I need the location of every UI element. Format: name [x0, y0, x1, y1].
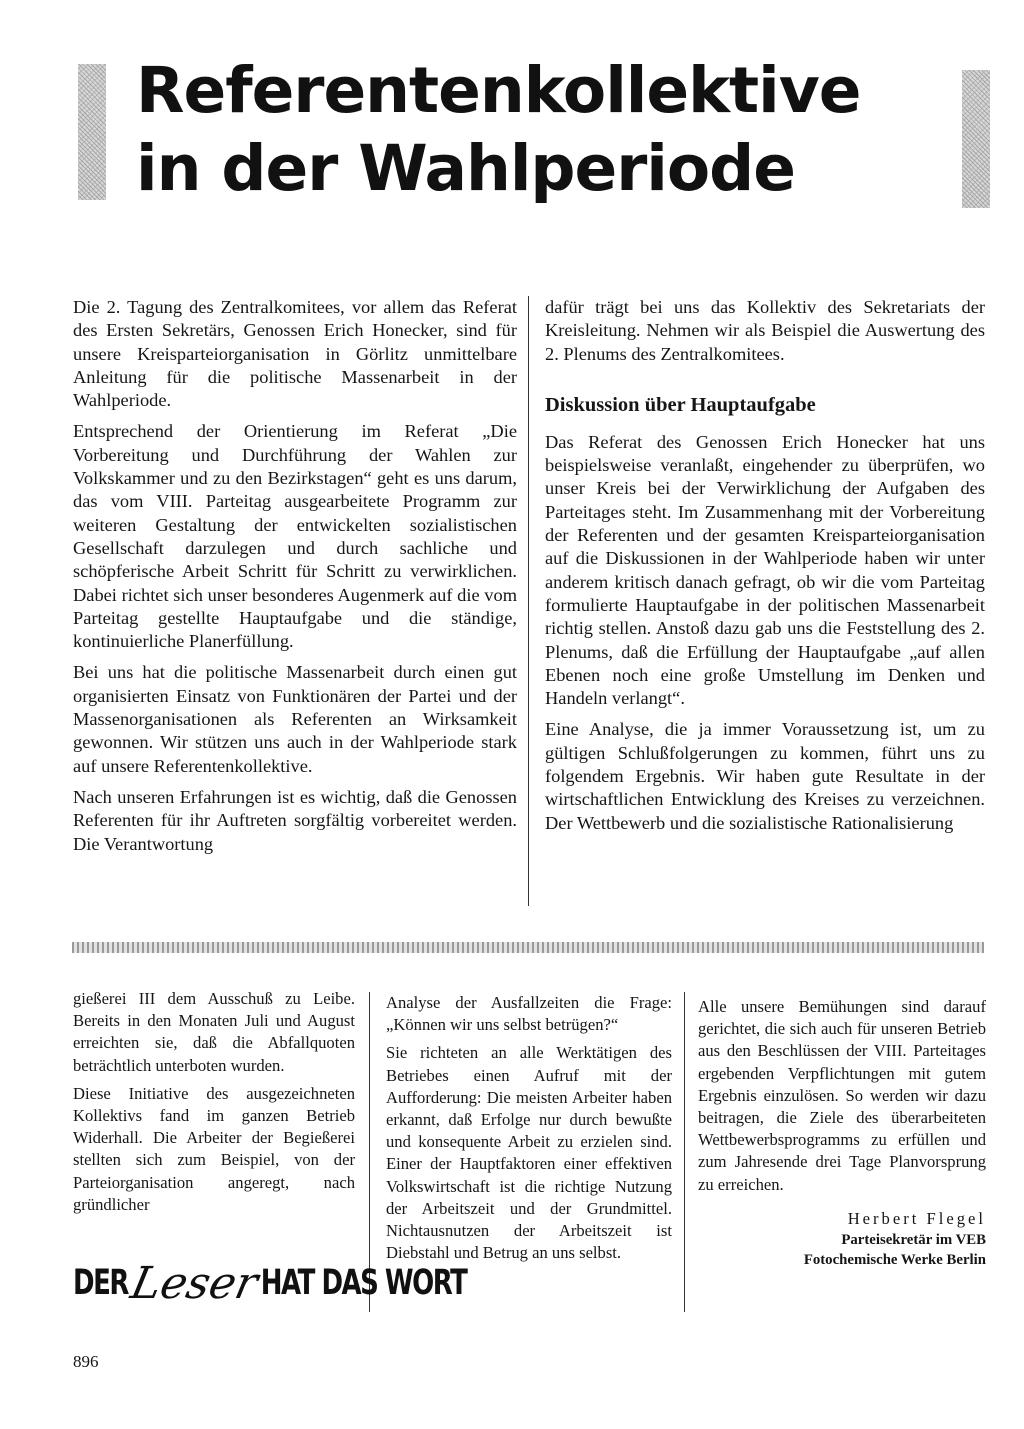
letters-paragraph: gießerei III dem Ausschuß zu Leibe. Bereits in den Monaten Juli und August erreichten sie, daß die Abfallquoten beträchtlich unterboten wurden.	[73, 989, 355, 1075]
headline-line-1: Referentenkollektive	[136, 54, 861, 127]
headline-hatch-right	[962, 70, 990, 208]
article-paragraph: Eine Analyse, die ja immer Voraussetzung ist, um zu gültigen Schlußfolgerungen zu kommen, führt uns zu folgendem Ergebnis. Wir haben gute Resultate in der wirtschaftlichen Entwicklung des Kreises zu verzeichnen. Der Wettbewerb und die sozialistische Rationalisierung	[545, 719, 985, 833]
article-paragraph: Nach unseren Erfahrungen ist es wichtig, daß die Genossen Referenten für ihr Auftreten sorgfältig vorbereitet werden. Die Verantwortung	[73, 786, 517, 854]
signature-block	[698, 1208, 986, 1270]
article-paragraph: Die 2. Tagung des Zentralkomitees, vor allem das Referat des Ersten Sekretärs, Genossen Erich Honecker, sind für unsere Kreisparteiorganisation in Görlitz unmittelbare Anleitung für die politische Massenarbeit in der Wahlperiode.	[73, 297, 517, 411]
column-divider	[684, 992, 685, 1312]
section-separator	[72, 942, 984, 953]
article-paragraph: Bei uns hat die politische Massenarbeit durch einen gut organisierten Einsatz von Funktionären der Partei und der Massenorganisationen als Referenten an Wirksamkeit gewonnen. Wir stützen uns auch in der Wahlperiode stark auf unsere Referentenkollektive.	[73, 662, 517, 776]
article-subheading: Diskussion über Hauptaufgabe	[545, 393, 816, 416]
letters-column-2	[386, 992, 672, 1270]
headline	[136, 52, 936, 208]
signature-name: Herbert Flegel	[847, 1208, 986, 1228]
letters-column-1	[73, 988, 355, 1222]
letters-column-3	[698, 996, 986, 1270]
logo-text-hat-das-wort: HAT DAS WORT	[260, 1262, 467, 1304]
article-paragraph: Das Referat des Genossen Erich Honecker hat uns beispielsweise veranlaßt, eingehender zu überprüfen, wo unser Kreis bei der Verwirklichung der Aufgaben des Parteitages steht. Im Zusammenhang mit der Vorbereitung der Referenten und der gesamten Kreisparteiorganisation auf die Diskussionen in der Wahlperiode haben wir unter anderem kritisch danach gefragt, ob wir die vom Parteitag formulierte Hauptaufgabe in der politischen Massenarbeit richtig stellen. Anstoß dazu gab uns die Feststellung des 2. Plenums, daß die Erfüllung der Hauptaufgabe „auf allen Ebenen noch eine große Umstellung im Denken und Handeln verlangt“.	[545, 431, 985, 709]
logo-text-der: DER	[73, 1262, 128, 1304]
signature-company: Fotochemische Werke Berlin	[803, 1251, 986, 1268]
column-divider	[528, 296, 529, 906]
logo-script-leser: Leser	[126, 1257, 263, 1309]
headline-line-2: in der Wahlperiode	[136, 132, 796, 205]
signature-role: Parteisekretär im VEB	[841, 1231, 986, 1248]
letters-paragraph: Diese Initiative des ausgezeichneten Kollektivs fand im ganzen Betrieb Widerhall. Die Arbeiter der Begießerei stellten sich zum Beispiel, von der Parteiorganisation angeregt, nach gründlicher	[73, 1083, 355, 1214]
article-column-right	[545, 296, 985, 843]
article-column-left	[73, 296, 517, 864]
article-paragraph: Entsprechend der Orientierung im Referat „Die Vorbereitung und Durchführung der Wahlen zur Volkskammer und zu den Bezirkstagen“ geht es uns darum, das vom VIII. Parteitag ausgearbeitete Programm zur weiteren Gestaltung der entwickelten sozialistischen Gesellschaft darzulegen und durch sachliche und schöpferische Arbeit Schritt für Schritt zu verwirklichen. Dabei richtet sich unser besonderes Augenmerk auf die vom Parteitag gestellte Hauptaufgabe und die ständige, kontinuierliche Planerfüllung.	[73, 421, 517, 652]
headline-hatch-left	[78, 64, 106, 200]
article-paragraph: dafür trägt bei uns das Kollektiv des Sekretariats der Kreisleitung. Nehmen wir als Beispiel die Auswertung des 2. Plenums des Zentralkomitees.	[545, 297, 985, 364]
letters-paragraph: Sie richteten an alle Werktätigen des Betriebes einen Aufruf mit der Aufforderung: Die meisten Arbeiter haben erkannt, daß Erfolge nur durch bewußte und konsequente Arbeit zu erzielen sind. Einer der Hauptfaktoren einer effektiven Volkswirtschaft ist die richtige Nutzung der Arbeitszeit und der Grundmittel. Nichtausnutzen der Arbeitszeit ist Diebstahl und Betrug an uns selbst.	[386, 1043, 672, 1263]
letters-paragraph: Alle unsere Bemühungen sind darauf gerichtet, die sich auch für unseren Betrieb aus den Beschlüssen der VIII. Parteitages ergebenden Verpflichtungen mit gutem Ergebnis einzulösen. So werden wir dazu beitragen, die Ziele des überarbeiteten Wettbewerbsprogramms zu erfüllen und zum Jahresende drei Tage Planvorsprung zu erreichen.	[698, 997, 986, 1194]
page-number: 896	[73, 1352, 99, 1371]
letters-paragraph: Analyse der Ausfallzeiten die Frage: „Können wir uns selbst betrügen?“	[386, 993, 672, 1035]
section-logo	[73, 1252, 467, 1314]
